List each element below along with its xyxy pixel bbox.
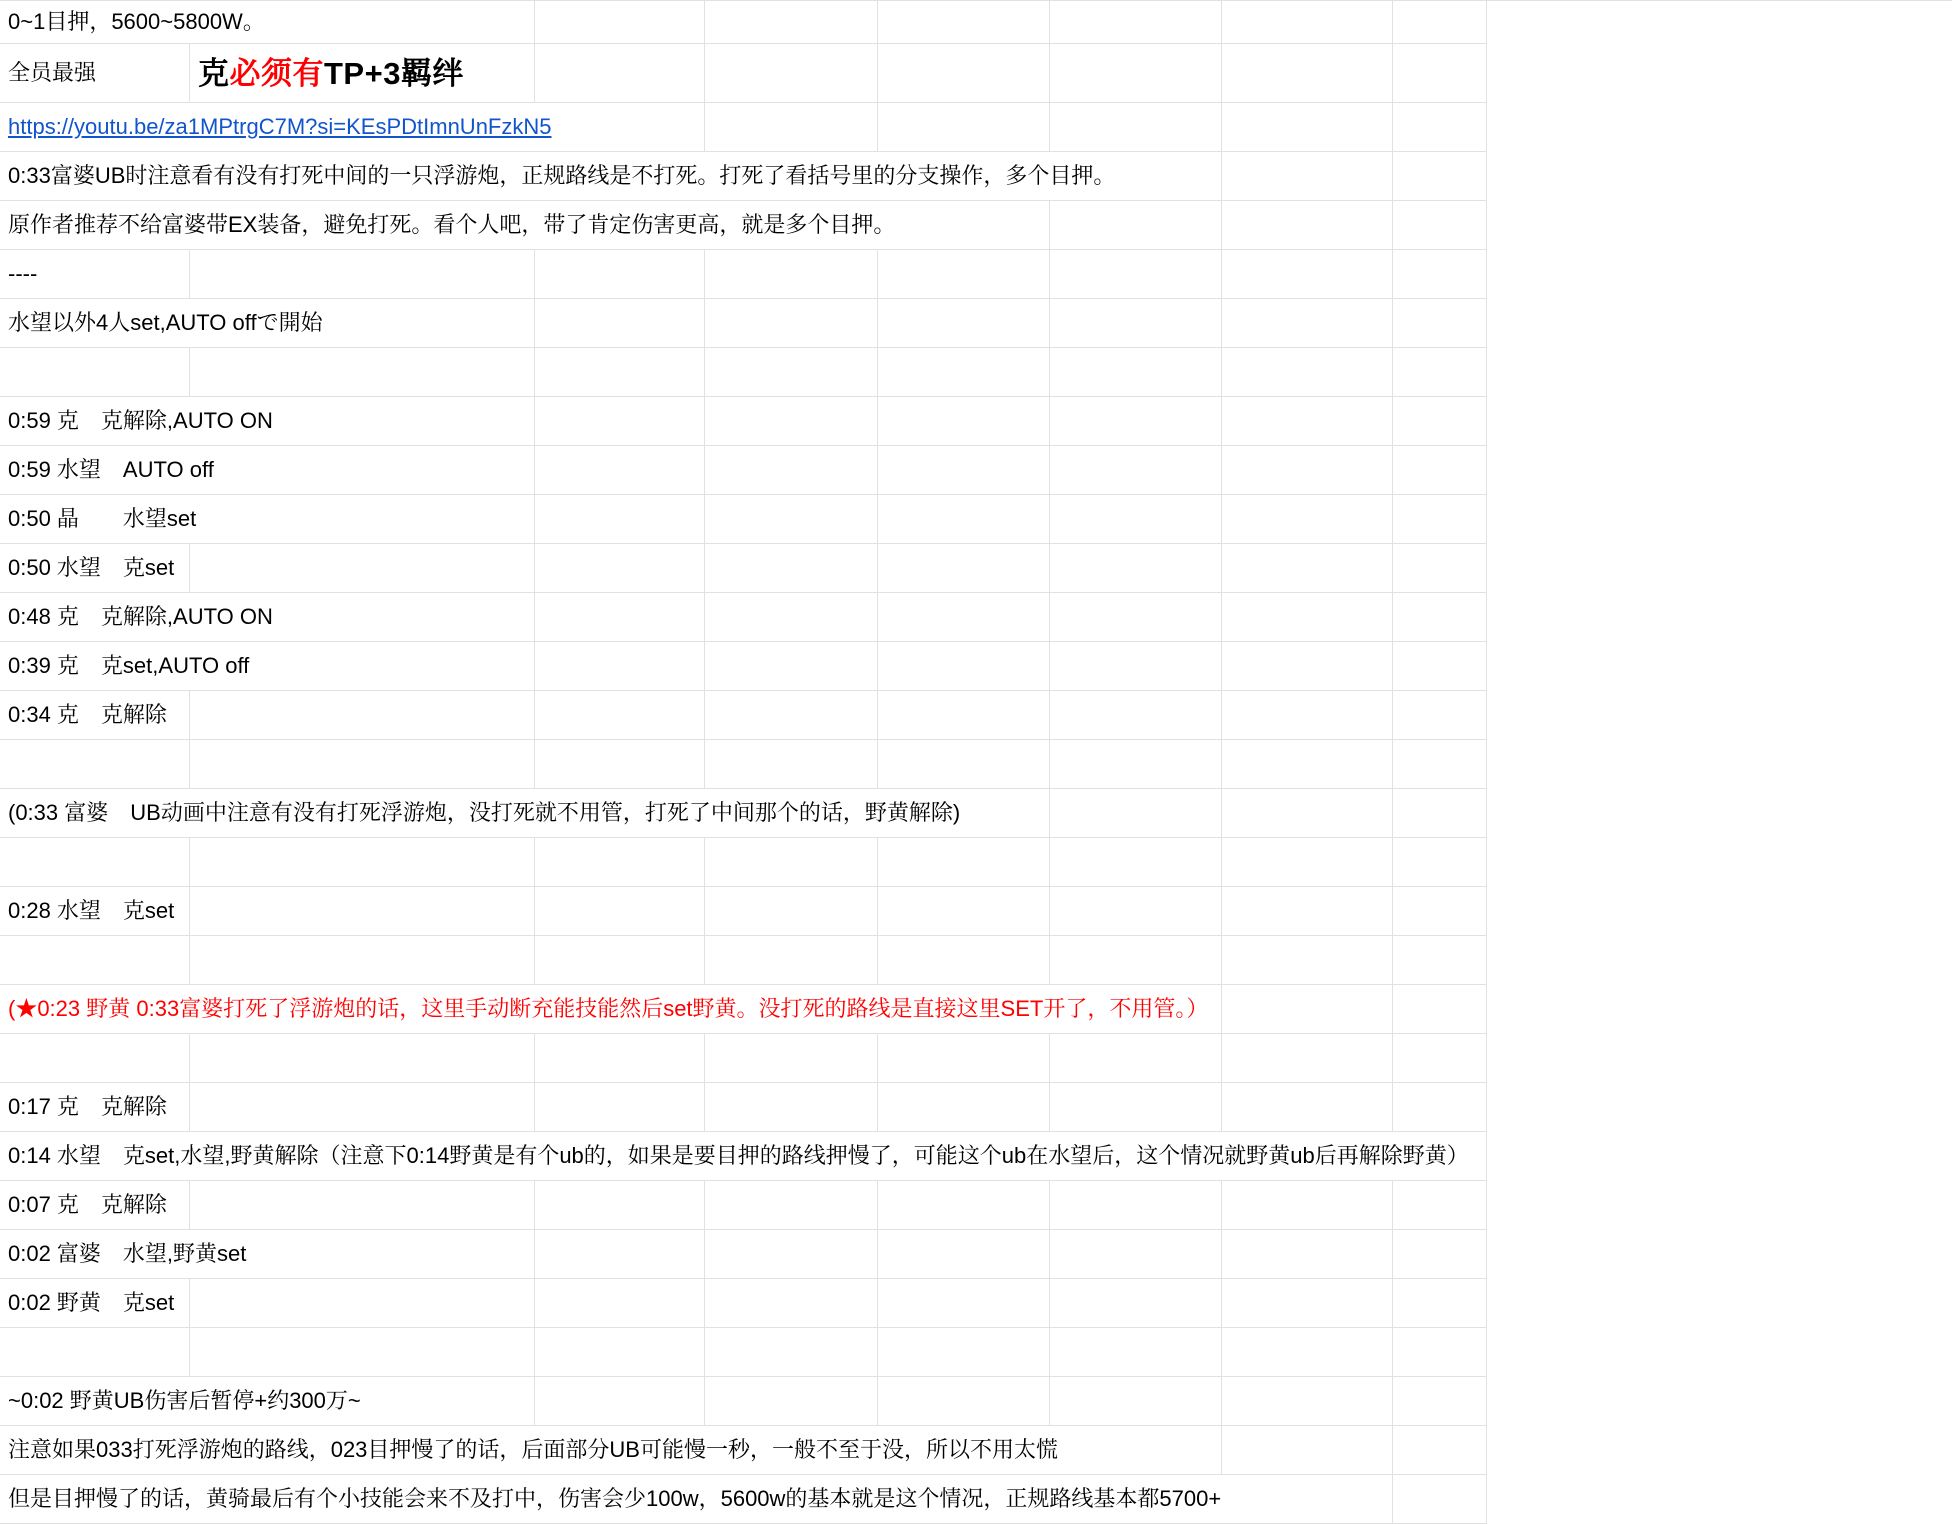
sheet-row — [0, 103, 1487, 152]
sheet-row — [0, 544, 1487, 593]
sheet-row — [0, 1279, 1487, 1328]
sheet-row — [0, 1083, 1487, 1132]
sheet-row — [0, 1181, 1487, 1230]
cell-text[interactable]: 0:02 富婆 水望,野黄set — [0, 1230, 254, 1278]
sheet-row — [0, 397, 1487, 446]
cell-text[interactable]: ---- — [0, 250, 45, 298]
cell-text[interactable]: 0:17 克 克解除 — [0, 1083, 175, 1131]
sheet-row — [0, 201, 1487, 250]
cell-text[interactable]: 水望以外4人set,AUTO offで開始 — [0, 299, 331, 347]
title-segment-red: 必须有 — [229, 55, 324, 91]
title-segment: TP+3羁绊 — [324, 55, 464, 91]
cell-text[interactable]: 0:59 水望 AUTO off — [0, 446, 222, 494]
cell-text[interactable]: 但是目押慢了的话，黄骑最后有个小技能会来不及打中，伤害会少100w，5600w的基本就是这个情况，正规路线基本都5700+ — [0, 1475, 1229, 1523]
sheet-row-warning — [0, 985, 1487, 1034]
cell-text[interactable]: 0:02 野黄 克set — [0, 1279, 182, 1327]
sheet-row — [0, 299, 1487, 348]
cell-text[interactable]: ~0:02 野黄UB伤害后暂停+约300万~ — [0, 1377, 369, 1425]
sheet-row-empty — [0, 936, 1487, 985]
sheet-row-empty — [0, 348, 1487, 397]
sheet-row — [0, 642, 1487, 691]
youtube-link[interactable]: https://youtu.be/za1MPtrgC7M?si=KEsPDtImnUnFzkN5 — [0, 103, 560, 151]
sheet-row-empty — [0, 1328, 1487, 1377]
cell-text[interactable]: 0:39 克 克set,AUTO off — [0, 642, 257, 690]
sheet-row — [0, 1377, 1487, 1426]
cell-text[interactable]: 注意如果033打死浮游炮的路线，023目押慢了的话，后面部分UB可能慢一秒，一般不至于没，所以不用太慌 — [0, 1426, 1066, 1474]
sheet-row-empty — [0, 1034, 1487, 1083]
cell-text-red[interactable]: (★0:23 野黄 0:33富婆打死了浮游炮的话，这里手动断充能技能然后set野黄。没打死的路线是直接这里SET开了，不用管。） — [0, 985, 1216, 1033]
cell-text[interactable]: 0:48 克 克解除,AUTO ON — [0, 593, 281, 641]
cell-text[interactable]: 原作者推荐不给富婆带EX装备，避免打死。看个人吧，带了肯定伤害更高，就是多个目押。 — [0, 201, 903, 249]
cell-text[interactable]: 0:33富婆UB时注意看有没有打死中间的一只浮游炮，正规路线是不打死。打死了看括号里的分支操作，多个目押。 — [0, 152, 1123, 200]
sheet-row — [0, 1, 1487, 44]
cell-text[interactable]: 0:50 晶 水望set — [0, 495, 204, 543]
sheet-row — [0, 1132, 1487, 1181]
cell-text[interactable]: 0:34 克 克解除 — [0, 691, 175, 739]
cell-text[interactable]: 0:59 克 克解除,AUTO ON — [0, 397, 281, 445]
cell-text[interactable]: 0:14 水望 克set,水望,野黄解除（注意下0:14野黄是有个ub的，如果是要目押的路线押慢了，可能这个ub在水望后，这个情况就野黄ub后再解除野黄） — [0, 1132, 1477, 1180]
sheet-row — [0, 1230, 1487, 1279]
sheet-row — [0, 152, 1487, 201]
cell-text[interactable]: 0:50 水望 克set — [0, 544, 182, 592]
cell-title-rich[interactable] — [190, 44, 472, 102]
sheet-row-title — [0, 44, 1487, 103]
title-segment: 克 — [198, 55, 230, 91]
sheet-row — [0, 691, 1487, 740]
cell-text[interactable]: 0:28 水望 克set — [0, 887, 182, 935]
cell-text[interactable]: (0:33 富婆 UB动画中注意有没有打死浮游炮，没打死就不用管，打死了中间那个的话，野黄解除) — [0, 789, 968, 837]
sheet-row — [0, 1426, 1487, 1475]
sheet-row-empty — [0, 838, 1487, 887]
sheet-row — [0, 887, 1487, 936]
sheet-row — [0, 495, 1487, 544]
sheet-row — [0, 446, 1487, 495]
cell-text[interactable]: 0:07 克 克解除 — [0, 1181, 175, 1229]
cell-text[interactable]: 0~1目押，5600~5800W。 — [0, 1, 273, 43]
sheet-row — [0, 789, 1487, 838]
sheet-row — [0, 1475, 1487, 1524]
sheet-row — [0, 593, 1487, 642]
cell-text[interactable]: 全员最强 — [0, 44, 104, 102]
sheet-row — [0, 250, 1487, 299]
sheet-row-empty — [0, 740, 1487, 789]
